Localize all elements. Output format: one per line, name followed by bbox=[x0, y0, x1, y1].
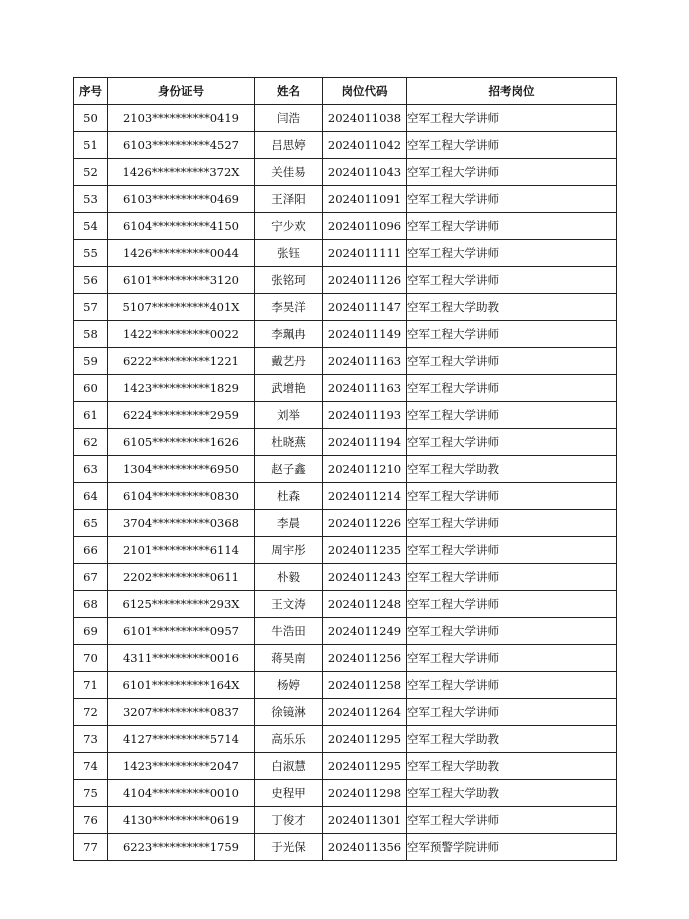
cell-name: 王泽阳 bbox=[255, 186, 323, 213]
cell-post-code: 2024011298 bbox=[323, 780, 407, 807]
cell-id-number: 6105**********1626 bbox=[108, 429, 255, 456]
cell-position: 空军工程大学讲师 bbox=[407, 240, 617, 267]
cell-post-code: 2024011194 bbox=[323, 429, 407, 456]
cell-serial: 58 bbox=[74, 321, 108, 348]
cell-name: 李珮冉 bbox=[255, 321, 323, 348]
cell-serial: 54 bbox=[74, 213, 108, 240]
cell-name: 王文涛 bbox=[255, 591, 323, 618]
cell-name: 李晨 bbox=[255, 510, 323, 537]
cell-serial: 68 bbox=[74, 591, 108, 618]
cell-id-number: 6104**********0830 bbox=[108, 483, 255, 510]
header-serial: 序号 bbox=[74, 78, 108, 105]
cell-id-number: 2103**********0419 bbox=[108, 105, 255, 132]
table-header bbox=[74, 78, 617, 105]
cell-serial: 59 bbox=[74, 348, 108, 375]
cell-post-code: 2024011111 bbox=[323, 240, 407, 267]
cell-id-number: 5107**********401X bbox=[108, 294, 255, 321]
cell-post-code: 2024011249 bbox=[323, 618, 407, 645]
cell-name: 于光保 bbox=[255, 834, 323, 861]
cell-id-number: 6224**********2959 bbox=[108, 402, 255, 429]
cell-position: 空军工程大学讲师 bbox=[407, 807, 617, 834]
cell-post-code: 2024011043 bbox=[323, 159, 407, 186]
cell-post-code: 2024011301 bbox=[323, 807, 407, 834]
cell-id-number: 1426**********372X bbox=[108, 159, 255, 186]
cell-position: 空军工程大学讲师 bbox=[407, 429, 617, 456]
table-row bbox=[74, 537, 617, 564]
cell-post-code: 2024011226 bbox=[323, 510, 407, 537]
cell-name: 张铭珂 bbox=[255, 267, 323, 294]
table-row bbox=[74, 780, 617, 807]
cell-position: 空军工程大学讲师 bbox=[407, 618, 617, 645]
cell-post-code: 2024011256 bbox=[323, 645, 407, 672]
cell-position: 空军工程大学讲师 bbox=[407, 159, 617, 186]
table-row bbox=[74, 105, 617, 132]
cell-position: 空军工程大学讲师 bbox=[407, 213, 617, 240]
cell-serial: 74 bbox=[74, 753, 108, 780]
cell-name: 闫浩 bbox=[255, 105, 323, 132]
header-post-code: 岗位代码 bbox=[323, 78, 407, 105]
cell-id-number: 2101**********6114 bbox=[108, 537, 255, 564]
cell-position: 空军工程大学讲师 bbox=[407, 402, 617, 429]
table-row bbox=[74, 294, 617, 321]
table-row bbox=[74, 240, 617, 267]
cell-position: 空军工程大学助教 bbox=[407, 294, 617, 321]
cell-name: 朴毅 bbox=[255, 564, 323, 591]
cell-serial: 56 bbox=[74, 267, 108, 294]
cell-id-number: 6104**********4150 bbox=[108, 213, 255, 240]
cell-serial: 72 bbox=[74, 699, 108, 726]
cell-position: 空军工程大学讲师 bbox=[407, 186, 617, 213]
cell-id-number: 6125**********293X bbox=[108, 591, 255, 618]
table-row bbox=[74, 483, 617, 510]
cell-name: 关佳易 bbox=[255, 159, 323, 186]
cell-post-code: 2024011091 bbox=[323, 186, 407, 213]
cell-name: 赵子鑫 bbox=[255, 456, 323, 483]
cell-serial: 60 bbox=[74, 375, 108, 402]
cell-position: 空军工程大学讲师 bbox=[407, 375, 617, 402]
cell-name: 蒋昊南 bbox=[255, 645, 323, 672]
cell-position: 空军工程大学助教 bbox=[407, 780, 617, 807]
table-row bbox=[74, 213, 617, 240]
cell-serial: 65 bbox=[74, 510, 108, 537]
cell-id-number: 6103**********4527 bbox=[108, 132, 255, 159]
candidate-table bbox=[73, 77, 617, 861]
cell-id-number: 6222**********1221 bbox=[108, 348, 255, 375]
cell-post-code: 2024011147 bbox=[323, 294, 407, 321]
cell-serial: 62 bbox=[74, 429, 108, 456]
cell-id-number: 4127**********5714 bbox=[108, 726, 255, 753]
cell-id-number: 1304**********6950 bbox=[108, 456, 255, 483]
cell-serial: 70 bbox=[74, 645, 108, 672]
cell-serial: 77 bbox=[74, 834, 108, 861]
cell-serial: 66 bbox=[74, 537, 108, 564]
cell-serial: 73 bbox=[74, 726, 108, 753]
cell-id-number: 1426**********0044 bbox=[108, 240, 255, 267]
cell-name: 白淑慧 bbox=[255, 753, 323, 780]
table-row bbox=[74, 699, 617, 726]
cell-id-number: 1423**********1829 bbox=[108, 375, 255, 402]
cell-position: 空军工程大学助教 bbox=[407, 726, 617, 753]
cell-serial: 64 bbox=[74, 483, 108, 510]
cell-id-number: 6223**********1759 bbox=[108, 834, 255, 861]
cell-post-code: 2024011356 bbox=[323, 834, 407, 861]
cell-name: 周宇彤 bbox=[255, 537, 323, 564]
table-row bbox=[74, 375, 617, 402]
cell-id-number: 6103**********0469 bbox=[108, 186, 255, 213]
table-row bbox=[74, 834, 617, 861]
table-row bbox=[74, 402, 617, 429]
cell-position: 空军工程大学讲师 bbox=[407, 564, 617, 591]
cell-post-code: 2024011264 bbox=[323, 699, 407, 726]
cell-name: 牛浩田 bbox=[255, 618, 323, 645]
cell-post-code: 2024011042 bbox=[323, 132, 407, 159]
table-row bbox=[74, 267, 617, 294]
cell-position: 空军工程大学讲师 bbox=[407, 699, 617, 726]
cell-serial: 52 bbox=[74, 159, 108, 186]
header-name: 姓名 bbox=[255, 78, 323, 105]
cell-position: 空军工程大学助教 bbox=[407, 753, 617, 780]
cell-post-code: 2024011163 bbox=[323, 375, 407, 402]
cell-position: 空军工程大学讲师 bbox=[407, 537, 617, 564]
table-row bbox=[74, 591, 617, 618]
header-position: 招考岗位 bbox=[407, 78, 617, 105]
cell-id-number: 2202**********0611 bbox=[108, 564, 255, 591]
cell-position: 空军工程大学讲师 bbox=[407, 483, 617, 510]
cell-position: 空军工程大学讲师 bbox=[407, 267, 617, 294]
cell-name: 高乐乐 bbox=[255, 726, 323, 753]
cell-name: 徐镜淋 bbox=[255, 699, 323, 726]
table-body bbox=[74, 105, 617, 861]
table-row bbox=[74, 186, 617, 213]
cell-name: 李昊洋 bbox=[255, 294, 323, 321]
cell-id-number: 4311**********0016 bbox=[108, 645, 255, 672]
cell-serial: 75 bbox=[74, 780, 108, 807]
cell-position: 空军工程大学讲师 bbox=[407, 645, 617, 672]
cell-serial: 69 bbox=[74, 618, 108, 645]
cell-id-number: 6101**********0957 bbox=[108, 618, 255, 645]
cell-serial: 71 bbox=[74, 672, 108, 699]
header-row bbox=[74, 78, 617, 105]
cell-name: 杜森 bbox=[255, 483, 323, 510]
cell-name: 史程甲 bbox=[255, 780, 323, 807]
cell-name: 杜晓燕 bbox=[255, 429, 323, 456]
table-row bbox=[74, 753, 617, 780]
table-row bbox=[74, 348, 617, 375]
cell-serial: 53 bbox=[74, 186, 108, 213]
table-row bbox=[74, 429, 617, 456]
cell-position: 空军工程大学讲师 bbox=[407, 672, 617, 699]
cell-position: 空军工程大学讲师 bbox=[407, 105, 617, 132]
cell-serial: 61 bbox=[74, 402, 108, 429]
cell-position: 空军工程大学讲师 bbox=[407, 321, 617, 348]
cell-name: 杨婷 bbox=[255, 672, 323, 699]
cell-id-number: 1422**********0022 bbox=[108, 321, 255, 348]
cell-serial: 76 bbox=[74, 807, 108, 834]
cell-name: 宁少欢 bbox=[255, 213, 323, 240]
cell-post-code: 2024011295 bbox=[323, 726, 407, 753]
cell-post-code: 2024011193 bbox=[323, 402, 407, 429]
cell-post-code: 2024011126 bbox=[323, 267, 407, 294]
table-row bbox=[74, 321, 617, 348]
cell-post-code: 2024011295 bbox=[323, 753, 407, 780]
cell-name: 丁俊才 bbox=[255, 807, 323, 834]
cell-serial: 57 bbox=[74, 294, 108, 321]
table-row bbox=[74, 510, 617, 537]
table-row bbox=[74, 807, 617, 834]
cell-post-code: 2024011210 bbox=[323, 456, 407, 483]
cell-id-number: 6101**********3120 bbox=[108, 267, 255, 294]
cell-post-code: 2024011163 bbox=[323, 348, 407, 375]
cell-id-number: 4104**********0010 bbox=[108, 780, 255, 807]
table-row bbox=[74, 645, 617, 672]
cell-position: 空军工程大学讲师 bbox=[407, 591, 617, 618]
cell-id-number: 6101**********164X bbox=[108, 672, 255, 699]
table-row bbox=[74, 456, 617, 483]
cell-position: 空军工程大学助教 bbox=[407, 456, 617, 483]
cell-id-number: 3704**********0368 bbox=[108, 510, 255, 537]
cell-position: 空军工程大学讲师 bbox=[407, 132, 617, 159]
table-row bbox=[74, 672, 617, 699]
cell-post-code: 2024011096 bbox=[323, 213, 407, 240]
table-row bbox=[74, 564, 617, 591]
header-id-number: 身份证号 bbox=[108, 78, 255, 105]
cell-position: 空军工程大学讲师 bbox=[407, 510, 617, 537]
cell-id-number: 4130**********0619 bbox=[108, 807, 255, 834]
cell-post-code: 2024011258 bbox=[323, 672, 407, 699]
cell-name: 刘举 bbox=[255, 402, 323, 429]
cell-serial: 63 bbox=[74, 456, 108, 483]
table-row bbox=[74, 132, 617, 159]
cell-serial: 67 bbox=[74, 564, 108, 591]
cell-post-code: 2024011149 bbox=[323, 321, 407, 348]
cell-position: 空军工程大学讲师 bbox=[407, 348, 617, 375]
cell-name: 戴艺丹 bbox=[255, 348, 323, 375]
cell-id-number: 3207**********0837 bbox=[108, 699, 255, 726]
cell-serial: 55 bbox=[74, 240, 108, 267]
cell-post-code: 2024011038 bbox=[323, 105, 407, 132]
cell-id-number: 1423**********2047 bbox=[108, 753, 255, 780]
table-row bbox=[74, 618, 617, 645]
cell-position: 空军预警学院讲师 bbox=[407, 834, 617, 861]
cell-post-code: 2024011214 bbox=[323, 483, 407, 510]
cell-post-code: 2024011243 bbox=[323, 564, 407, 591]
table-row bbox=[74, 159, 617, 186]
cell-serial: 50 bbox=[74, 105, 108, 132]
cell-post-code: 2024011248 bbox=[323, 591, 407, 618]
cell-name: 张钰 bbox=[255, 240, 323, 267]
cell-post-code: 2024011235 bbox=[323, 537, 407, 564]
cell-name: 吕思婷 bbox=[255, 132, 323, 159]
table-row bbox=[74, 726, 617, 753]
cell-name: 武增艳 bbox=[255, 375, 323, 402]
cell-serial: 51 bbox=[74, 132, 108, 159]
